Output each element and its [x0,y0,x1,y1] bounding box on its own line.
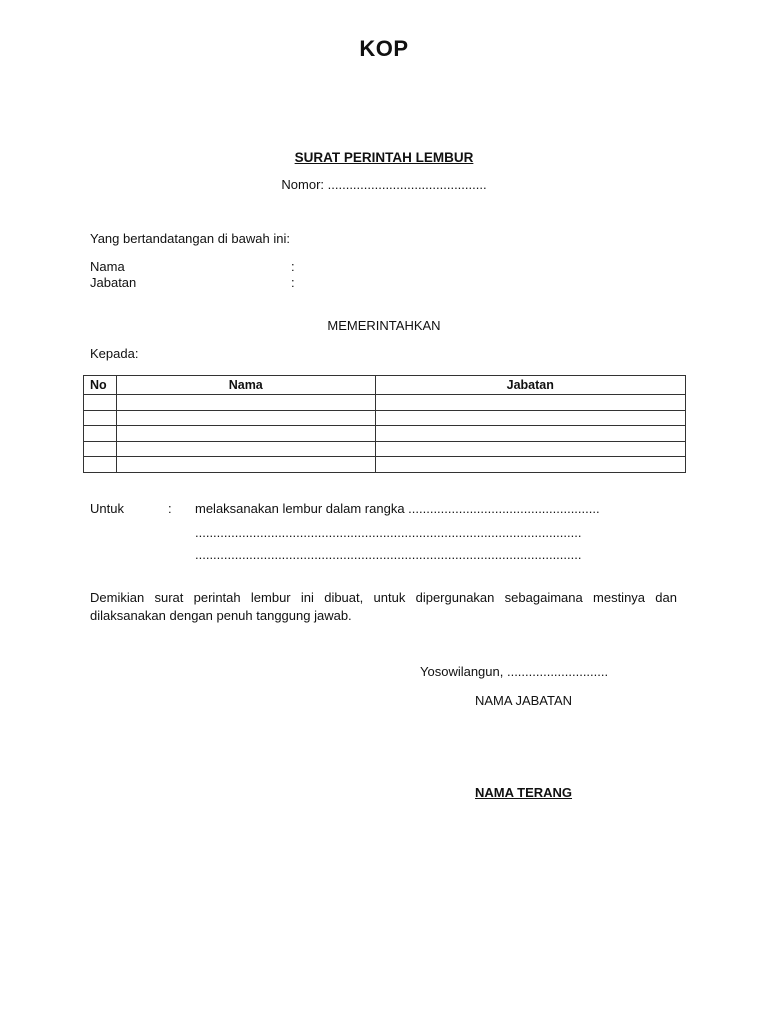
table-cell-nama [116,395,375,411]
place-date: Yosowilangun, ............................ [420,664,609,679]
signer-position-label: Jabatan [90,275,137,290]
column-header-nama: Nama [116,376,375,395]
signer-name: NAMA TERANG [475,785,573,800]
table-cell-no [84,441,117,457]
purpose-text: melaksanakan lembur dalam rangka ..................................................... [195,501,600,516]
purpose-fill-line: ........................................................................................................... [195,525,582,540]
purpose-colon: : [168,501,172,516]
signer-position-colon: : [291,275,295,290]
column-header-no: No [84,376,117,395]
command-heading: MEMERINTAHKAN [327,318,441,333]
purpose-label: Untuk [90,501,124,516]
document-number: Nomor: ............................................ [281,177,487,192]
table-cell-no [84,395,117,411]
table-cell-no [84,426,117,442]
table-cell-no [84,410,117,426]
table-cell-nama [116,457,375,473]
intro-text: Yang bertandatangan di bawah ini: [90,231,290,246]
document-title: SURAT PERINTAH LEMBUR [294,150,474,165]
table-row [84,426,686,442]
recipient-label: Kepada: [90,346,139,361]
staff-table [83,375,686,473]
table-row [84,441,686,457]
table-cell-nama [116,441,375,457]
table-row [84,395,686,411]
table-cell-jabatan [375,410,685,426]
table-cell-jabatan [375,426,685,442]
table-header-row [84,376,686,395]
table-row [84,410,686,426]
table-cell-jabatan [375,441,685,457]
signer-name-colon: : [291,259,295,274]
letterhead-kop: KOP [359,36,409,61]
table-cell-no [84,457,117,473]
column-header-jabatan: Jabatan [375,376,685,395]
table-cell-jabatan [375,457,685,473]
signer-name-label: Nama [90,259,125,274]
table-cell-jabatan [375,395,685,411]
table-row [84,457,686,473]
signer-position: NAMA JABATAN [475,693,573,708]
closing-paragraph: Demikian surat perintah lembur ini dibuat, untuk dipergunakan sebagaimana mestinya dan dilaksanakan dengan penuh tanggung jawab. [90,590,677,623]
table-cell-nama [116,410,375,426]
purpose-fill-line: ........................................................................................................... [195,547,582,562]
table-cell-nama [116,426,375,442]
